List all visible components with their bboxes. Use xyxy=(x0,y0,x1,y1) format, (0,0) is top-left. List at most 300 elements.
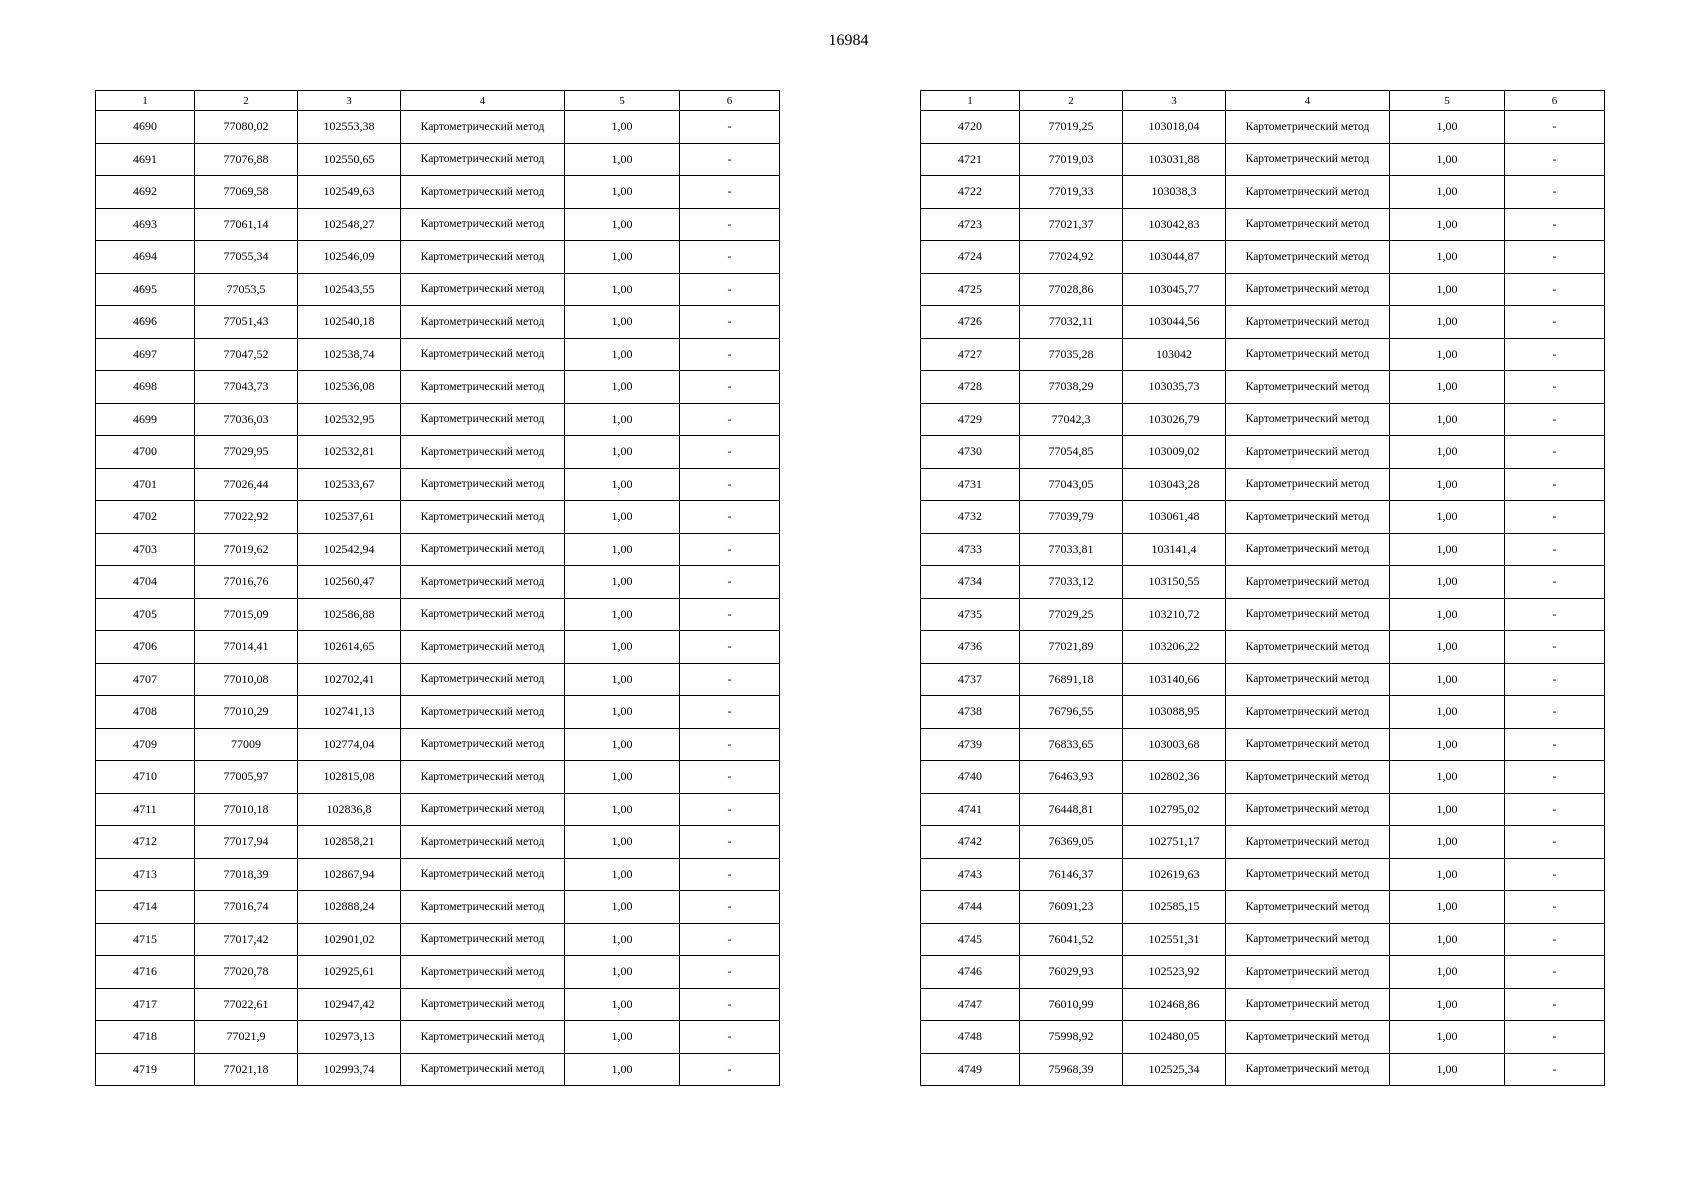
accuracy-cell: 1,00 xyxy=(1390,891,1505,924)
table-row xyxy=(921,598,1605,631)
note-cell: - xyxy=(1505,468,1605,501)
accuracy-cell: 1,00 xyxy=(565,273,680,306)
note-cell: - xyxy=(1505,1053,1605,1086)
method-cell: Картометрический метод xyxy=(1226,728,1390,761)
method-cell: Картометрический метод xyxy=(1226,663,1390,696)
note-cell: - xyxy=(1505,566,1605,599)
table-row xyxy=(96,891,780,924)
accuracy-cell: 1,00 xyxy=(565,241,680,274)
note-cell: - xyxy=(1505,696,1605,729)
method-cell: Картометрический метод xyxy=(1226,631,1390,664)
table-row xyxy=(96,956,780,989)
accuracy-cell: 1,00 xyxy=(565,1053,680,1086)
x-coordinate-cell: 77024,92 xyxy=(1020,241,1123,274)
method-cell: Картометрический метод xyxy=(1226,566,1390,599)
table-row xyxy=(921,111,1605,144)
y-coordinate-cell: 102867,94 xyxy=(298,858,401,891)
table-row xyxy=(96,436,780,469)
accuracy-cell: 1,00 xyxy=(1390,111,1505,144)
point-number-cell: 4721 xyxy=(921,143,1020,176)
x-coordinate-cell: 77039,79 xyxy=(1020,501,1123,534)
note-cell: - xyxy=(680,663,780,696)
point-number-cell: 4704 xyxy=(96,566,195,599)
note-cell: - xyxy=(1505,533,1605,566)
method-cell: Картометрический метод xyxy=(401,436,565,469)
table-row xyxy=(921,143,1605,176)
method-cell: Картометрический метод xyxy=(401,858,565,891)
x-coordinate-cell: 77021,37 xyxy=(1020,208,1123,241)
method-cell: Картометрический метод xyxy=(401,566,565,599)
method-cell: Картометрический метод xyxy=(1226,468,1390,501)
note-cell: - xyxy=(680,143,780,176)
point-number-cell: 4692 xyxy=(96,176,195,209)
x-coordinate-cell: 77069,58 xyxy=(195,176,298,209)
method-cell: Картометрический метод xyxy=(401,176,565,209)
table-row xyxy=(921,663,1605,696)
y-coordinate-cell: 102523,92 xyxy=(1123,956,1226,989)
note-cell: - xyxy=(680,273,780,306)
accuracy-cell: 1,00 xyxy=(1390,338,1505,371)
x-coordinate-cell: 77026,44 xyxy=(195,468,298,501)
note-cell: - xyxy=(1505,956,1605,989)
point-number-cell: 4715 xyxy=(96,923,195,956)
y-coordinate-cell: 102888,24 xyxy=(298,891,401,924)
point-number-cell: 4737 xyxy=(921,663,1020,696)
y-coordinate-cell: 102802,36 xyxy=(1123,761,1226,794)
method-cell: Картометрический метод xyxy=(401,891,565,924)
point-number-cell: 4733 xyxy=(921,533,1020,566)
x-coordinate-cell: 77018,39 xyxy=(195,858,298,891)
note-cell: - xyxy=(680,696,780,729)
point-number-cell: 4745 xyxy=(921,923,1020,956)
note-cell: - xyxy=(680,566,780,599)
column-header: 5 xyxy=(565,91,680,111)
y-coordinate-cell: 102815,08 xyxy=(298,761,401,794)
note-cell: - xyxy=(680,176,780,209)
table-row xyxy=(921,241,1605,274)
accuracy-cell: 1,00 xyxy=(1390,826,1505,859)
point-number-cell: 4732 xyxy=(921,501,1020,534)
accuracy-cell: 1,00 xyxy=(565,143,680,176)
x-coordinate-cell: 77051,43 xyxy=(195,306,298,339)
y-coordinate-cell: 102560,47 xyxy=(298,566,401,599)
x-coordinate-cell: 77010,08 xyxy=(195,663,298,696)
method-cell: Картометрический метод xyxy=(1226,956,1390,989)
table-row xyxy=(96,1021,780,1054)
y-coordinate-cell: 102973,13 xyxy=(298,1021,401,1054)
method-cell: Картометрический метод xyxy=(401,468,565,501)
x-coordinate-cell: 77005,97 xyxy=(195,761,298,794)
note-cell: - xyxy=(1505,273,1605,306)
x-coordinate-cell: 77054,85 xyxy=(1020,436,1123,469)
accuracy-cell: 1,00 xyxy=(565,533,680,566)
x-coordinate-cell: 77053,5 xyxy=(195,273,298,306)
point-number-cell: 4726 xyxy=(921,306,1020,339)
table-row xyxy=(921,1021,1605,1054)
x-coordinate-cell: 77019,33 xyxy=(1020,176,1123,209)
point-number-cell: 4695 xyxy=(96,273,195,306)
method-cell: Картометрический метод xyxy=(401,241,565,274)
note-cell: - xyxy=(680,111,780,144)
table-row xyxy=(921,1053,1605,1086)
point-number-cell: 4718 xyxy=(96,1021,195,1054)
note-cell: - xyxy=(680,371,780,404)
x-coordinate-cell: 75998,92 xyxy=(1020,1021,1123,1054)
method-cell: Картометрический метод xyxy=(401,988,565,1021)
point-number-cell: 4729 xyxy=(921,403,1020,436)
point-number-cell: 4743 xyxy=(921,858,1020,891)
point-number-cell: 4720 xyxy=(921,111,1020,144)
point-number-cell: 4701 xyxy=(96,468,195,501)
method-cell: Картометрический метод xyxy=(1226,273,1390,306)
note-cell: - xyxy=(680,858,780,891)
note-cell: - xyxy=(1505,436,1605,469)
y-coordinate-cell: 102585,15 xyxy=(1123,891,1226,924)
y-coordinate-cell: 102525,34 xyxy=(1123,1053,1226,1086)
point-number-cell: 4709 xyxy=(96,728,195,761)
table-row xyxy=(96,923,780,956)
x-coordinate-cell: 77055,34 xyxy=(195,241,298,274)
method-cell: Картометрический метод xyxy=(1226,858,1390,891)
point-number-cell: 4712 xyxy=(96,826,195,859)
x-coordinate-cell: 77043,73 xyxy=(195,371,298,404)
column-header: 5 xyxy=(1390,91,1505,111)
accuracy-cell: 1,00 xyxy=(1390,663,1505,696)
method-cell: Картометрический метод xyxy=(1226,143,1390,176)
point-number-cell: 4711 xyxy=(96,793,195,826)
point-number-cell: 4739 xyxy=(921,728,1020,761)
y-coordinate-cell: 103003,68 xyxy=(1123,728,1226,761)
column-header: 1 xyxy=(96,91,195,111)
table-row xyxy=(921,371,1605,404)
method-cell: Картометрический метод xyxy=(1226,338,1390,371)
x-coordinate-cell: 77022,92 xyxy=(195,501,298,534)
method-cell: Картометрический метод xyxy=(401,208,565,241)
note-cell: - xyxy=(1505,728,1605,761)
y-coordinate-cell: 102795,02 xyxy=(1123,793,1226,826)
column-header: 4 xyxy=(1226,91,1390,111)
x-coordinate-cell: 77080,02 xyxy=(195,111,298,144)
x-coordinate-cell: 77015,09 xyxy=(195,598,298,631)
point-number-cell: 4717 xyxy=(96,988,195,1021)
x-coordinate-cell: 77021,89 xyxy=(1020,631,1123,664)
y-coordinate-cell: 102533,67 xyxy=(298,468,401,501)
y-coordinate-cell: 103043,28 xyxy=(1123,468,1226,501)
method-cell: Картометрический метод xyxy=(401,663,565,696)
point-number-cell: 4691 xyxy=(96,143,195,176)
accuracy-cell: 1,00 xyxy=(565,208,680,241)
table-row xyxy=(96,176,780,209)
table-row xyxy=(921,403,1605,436)
x-coordinate-cell: 76041,52 xyxy=(1020,923,1123,956)
accuracy-cell: 1,00 xyxy=(1390,176,1505,209)
accuracy-cell: 1,00 xyxy=(1390,468,1505,501)
accuracy-cell: 1,00 xyxy=(1390,371,1505,404)
method-cell: Картометрический метод xyxy=(401,631,565,664)
table-row xyxy=(921,306,1605,339)
x-coordinate-cell: 77028,86 xyxy=(1020,273,1123,306)
y-coordinate-cell: 102614,65 xyxy=(298,631,401,664)
table-row xyxy=(921,208,1605,241)
x-coordinate-cell: 77032,11 xyxy=(1020,306,1123,339)
method-cell: Картометрический метод xyxy=(1226,598,1390,631)
note-cell: - xyxy=(1505,501,1605,534)
table-row xyxy=(96,273,780,306)
x-coordinate-cell: 76010,99 xyxy=(1020,988,1123,1021)
x-coordinate-cell: 76146,37 xyxy=(1020,858,1123,891)
column-header: 4 xyxy=(401,91,565,111)
method-cell: Картометрический метод xyxy=(1226,241,1390,274)
method-cell: Картометрический метод xyxy=(1226,1053,1390,1086)
table-row xyxy=(96,371,780,404)
y-coordinate-cell: 102901,02 xyxy=(298,923,401,956)
accuracy-cell: 1,00 xyxy=(1390,631,1505,664)
method-cell: Картометрический метод xyxy=(1226,306,1390,339)
method-cell: Картометрический метод xyxy=(401,826,565,859)
table-row xyxy=(96,1053,780,1086)
note-cell: - xyxy=(680,241,780,274)
note-cell: - xyxy=(1505,923,1605,956)
table-body xyxy=(96,111,780,1086)
accuracy-cell: 1,00 xyxy=(565,338,680,371)
method-cell: Картометрический метод xyxy=(1226,403,1390,436)
y-coordinate-cell: 103206,22 xyxy=(1123,631,1226,664)
point-number-cell: 4705 xyxy=(96,598,195,631)
method-cell: Картометрический метод xyxy=(1226,761,1390,794)
method-cell: Картометрический метод xyxy=(1226,923,1390,956)
x-coordinate-cell: 77020,78 xyxy=(195,956,298,989)
note-cell: - xyxy=(680,728,780,761)
method-cell: Картометрический метод xyxy=(1226,371,1390,404)
table-row xyxy=(921,176,1605,209)
y-coordinate-cell: 103038,3 xyxy=(1123,176,1226,209)
table-row xyxy=(921,631,1605,664)
table-row xyxy=(921,891,1605,924)
x-coordinate-cell: 77036,03 xyxy=(195,403,298,436)
x-coordinate-cell: 75968,39 xyxy=(1020,1053,1123,1086)
method-cell: Картометрический метод xyxy=(1226,793,1390,826)
method-cell: Картометрический метод xyxy=(401,533,565,566)
x-coordinate-cell: 77043,05 xyxy=(1020,468,1123,501)
point-number-cell: 4742 xyxy=(921,826,1020,859)
y-coordinate-cell: 102993,74 xyxy=(298,1053,401,1086)
note-cell: - xyxy=(680,403,780,436)
y-coordinate-cell: 103035,73 xyxy=(1123,371,1226,404)
table-row xyxy=(921,826,1605,859)
x-coordinate-cell: 77022,61 xyxy=(195,988,298,1021)
note-cell: - xyxy=(1505,176,1605,209)
y-coordinate-cell: 102532,95 xyxy=(298,403,401,436)
method-cell: Картометрический метод xyxy=(401,728,565,761)
table-row xyxy=(921,956,1605,989)
y-coordinate-cell: 102480,05 xyxy=(1123,1021,1226,1054)
accuracy-cell: 1,00 xyxy=(1390,956,1505,989)
y-coordinate-cell: 103009,02 xyxy=(1123,436,1226,469)
x-coordinate-cell: 77019,25 xyxy=(1020,111,1123,144)
table-row xyxy=(96,663,780,696)
y-coordinate-cell: 102543,55 xyxy=(298,273,401,306)
accuracy-cell: 1,00 xyxy=(1390,306,1505,339)
method-cell: Картометрический метод xyxy=(1226,696,1390,729)
accuracy-cell: 1,00 xyxy=(1390,761,1505,794)
accuracy-cell: 1,00 xyxy=(1390,923,1505,956)
method-cell: Картометрический метод xyxy=(401,598,565,631)
y-coordinate-cell: 102551,31 xyxy=(1123,923,1226,956)
x-coordinate-cell: 77017,42 xyxy=(195,923,298,956)
note-cell: - xyxy=(680,468,780,501)
x-coordinate-cell: 77061,14 xyxy=(195,208,298,241)
accuracy-cell: 1,00 xyxy=(565,111,680,144)
y-coordinate-cell: 102537,61 xyxy=(298,501,401,534)
x-coordinate-cell: 77038,29 xyxy=(1020,371,1123,404)
table-row xyxy=(96,631,780,664)
y-coordinate-cell: 102553,38 xyxy=(298,111,401,144)
accuracy-cell: 1,00 xyxy=(565,501,680,534)
method-cell: Картометрический метод xyxy=(401,403,565,436)
point-number-cell: 4723 xyxy=(921,208,1020,241)
point-number-cell: 4724 xyxy=(921,241,1020,274)
column-header: 3 xyxy=(1123,91,1226,111)
table-row xyxy=(921,793,1605,826)
note-cell: - xyxy=(1505,208,1605,241)
method-cell: Картометрический метод xyxy=(401,306,565,339)
y-coordinate-cell: 102536,08 xyxy=(298,371,401,404)
note-cell: - xyxy=(680,761,780,794)
point-number-cell: 4700 xyxy=(96,436,195,469)
point-number-cell: 4708 xyxy=(96,696,195,729)
accuracy-cell: 1,00 xyxy=(1390,1021,1505,1054)
accuracy-cell: 1,00 xyxy=(565,793,680,826)
table-row xyxy=(96,338,780,371)
y-coordinate-cell: 103045,77 xyxy=(1123,273,1226,306)
page-number: 16984 xyxy=(828,32,869,49)
accuracy-cell: 1,00 xyxy=(1390,598,1505,631)
note-cell: - xyxy=(680,533,780,566)
y-coordinate-cell: 103141,4 xyxy=(1123,533,1226,566)
accuracy-cell: 1,00 xyxy=(565,468,680,501)
point-number-cell: 4748 xyxy=(921,1021,1020,1054)
x-coordinate-cell: 76091,23 xyxy=(1020,891,1123,924)
point-number-cell: 4699 xyxy=(96,403,195,436)
y-coordinate-cell: 102836,8 xyxy=(298,793,401,826)
method-cell: Картометрический метод xyxy=(401,111,565,144)
note-cell: - xyxy=(680,208,780,241)
accuracy-cell: 1,00 xyxy=(1390,793,1505,826)
method-cell: Картометрический метод xyxy=(401,371,565,404)
table-row xyxy=(96,468,780,501)
point-number-cell: 4703 xyxy=(96,533,195,566)
x-coordinate-cell: 77016,74 xyxy=(195,891,298,924)
point-number-cell: 4730 xyxy=(921,436,1020,469)
x-coordinate-cell: 77029,95 xyxy=(195,436,298,469)
accuracy-cell: 1,00 xyxy=(565,891,680,924)
column-header: 1 xyxy=(921,91,1020,111)
note-cell: - xyxy=(1505,1021,1605,1054)
table-row xyxy=(921,273,1605,306)
point-number-cell: 4694 xyxy=(96,241,195,274)
point-number-cell: 4746 xyxy=(921,956,1020,989)
x-coordinate-cell: 77019,62 xyxy=(195,533,298,566)
y-coordinate-cell: 103031,88 xyxy=(1123,143,1226,176)
point-number-cell: 4698 xyxy=(96,371,195,404)
table-row xyxy=(96,793,780,826)
note-cell: - xyxy=(1505,241,1605,274)
note-cell: - xyxy=(1505,338,1605,371)
accuracy-cell: 1,00 xyxy=(565,956,680,989)
table-row xyxy=(921,988,1605,1021)
table-row xyxy=(921,566,1605,599)
note-cell: - xyxy=(1505,761,1605,794)
y-coordinate-cell: 102546,09 xyxy=(298,241,401,274)
y-coordinate-cell: 103026,79 xyxy=(1123,403,1226,436)
y-coordinate-cell: 103210,72 xyxy=(1123,598,1226,631)
point-number-cell: 4728 xyxy=(921,371,1020,404)
table-row xyxy=(96,403,780,436)
point-number-cell: 4734 xyxy=(921,566,1020,599)
table-row xyxy=(96,143,780,176)
accuracy-cell: 1,00 xyxy=(1390,696,1505,729)
column-header: 3 xyxy=(298,91,401,111)
table-row xyxy=(96,533,780,566)
method-cell: Картометрический метод xyxy=(401,956,565,989)
point-number-cell: 4702 xyxy=(96,501,195,534)
table-row xyxy=(96,598,780,631)
y-coordinate-cell: 103061,48 xyxy=(1123,501,1226,534)
x-coordinate-cell: 77009 xyxy=(195,728,298,761)
accuracy-cell: 1,00 xyxy=(1390,533,1505,566)
x-coordinate-cell: 76448,81 xyxy=(1020,793,1123,826)
note-cell: - xyxy=(1505,403,1605,436)
y-coordinate-cell: 102619,63 xyxy=(1123,858,1226,891)
y-coordinate-cell: 103044,87 xyxy=(1123,241,1226,274)
x-coordinate-cell: 77016,76 xyxy=(195,566,298,599)
note-cell: - xyxy=(1505,598,1605,631)
x-coordinate-cell: 76891,18 xyxy=(1020,663,1123,696)
accuracy-cell: 1,00 xyxy=(1390,858,1505,891)
table-row xyxy=(96,241,780,274)
x-coordinate-cell: 77014,41 xyxy=(195,631,298,664)
table-row xyxy=(921,533,1605,566)
accuracy-cell: 1,00 xyxy=(1390,143,1505,176)
note-cell: - xyxy=(680,1021,780,1054)
accuracy-cell: 1,00 xyxy=(565,988,680,1021)
note-cell: - xyxy=(1505,631,1605,664)
y-coordinate-cell: 102549,63 xyxy=(298,176,401,209)
method-cell: Картометрический метод xyxy=(401,1053,565,1086)
accuracy-cell: 1,00 xyxy=(1390,436,1505,469)
accuracy-cell: 1,00 xyxy=(1390,988,1505,1021)
y-coordinate-cell: 102947,42 xyxy=(298,988,401,1021)
column-header: 6 xyxy=(1505,91,1605,111)
table-row xyxy=(921,858,1605,891)
table-row xyxy=(96,566,780,599)
method-cell: Картометрический метод xyxy=(1226,533,1390,566)
x-coordinate-cell: 77010,18 xyxy=(195,793,298,826)
y-coordinate-cell: 102925,61 xyxy=(298,956,401,989)
y-coordinate-cell: 102538,74 xyxy=(298,338,401,371)
column-header: 2 xyxy=(195,91,298,111)
method-cell: Картометрический метод xyxy=(1226,988,1390,1021)
x-coordinate-cell: 76369,05 xyxy=(1020,826,1123,859)
point-number-cell: 4736 xyxy=(921,631,1020,664)
x-coordinate-cell: 76029,93 xyxy=(1020,956,1123,989)
note-cell: - xyxy=(680,891,780,924)
point-number-cell: 4725 xyxy=(921,273,1020,306)
point-number-cell: 4697 xyxy=(96,338,195,371)
y-coordinate-cell: 103140,66 xyxy=(1123,663,1226,696)
accuracy-cell: 1,00 xyxy=(565,728,680,761)
method-cell: Картометрический метод xyxy=(1226,826,1390,859)
